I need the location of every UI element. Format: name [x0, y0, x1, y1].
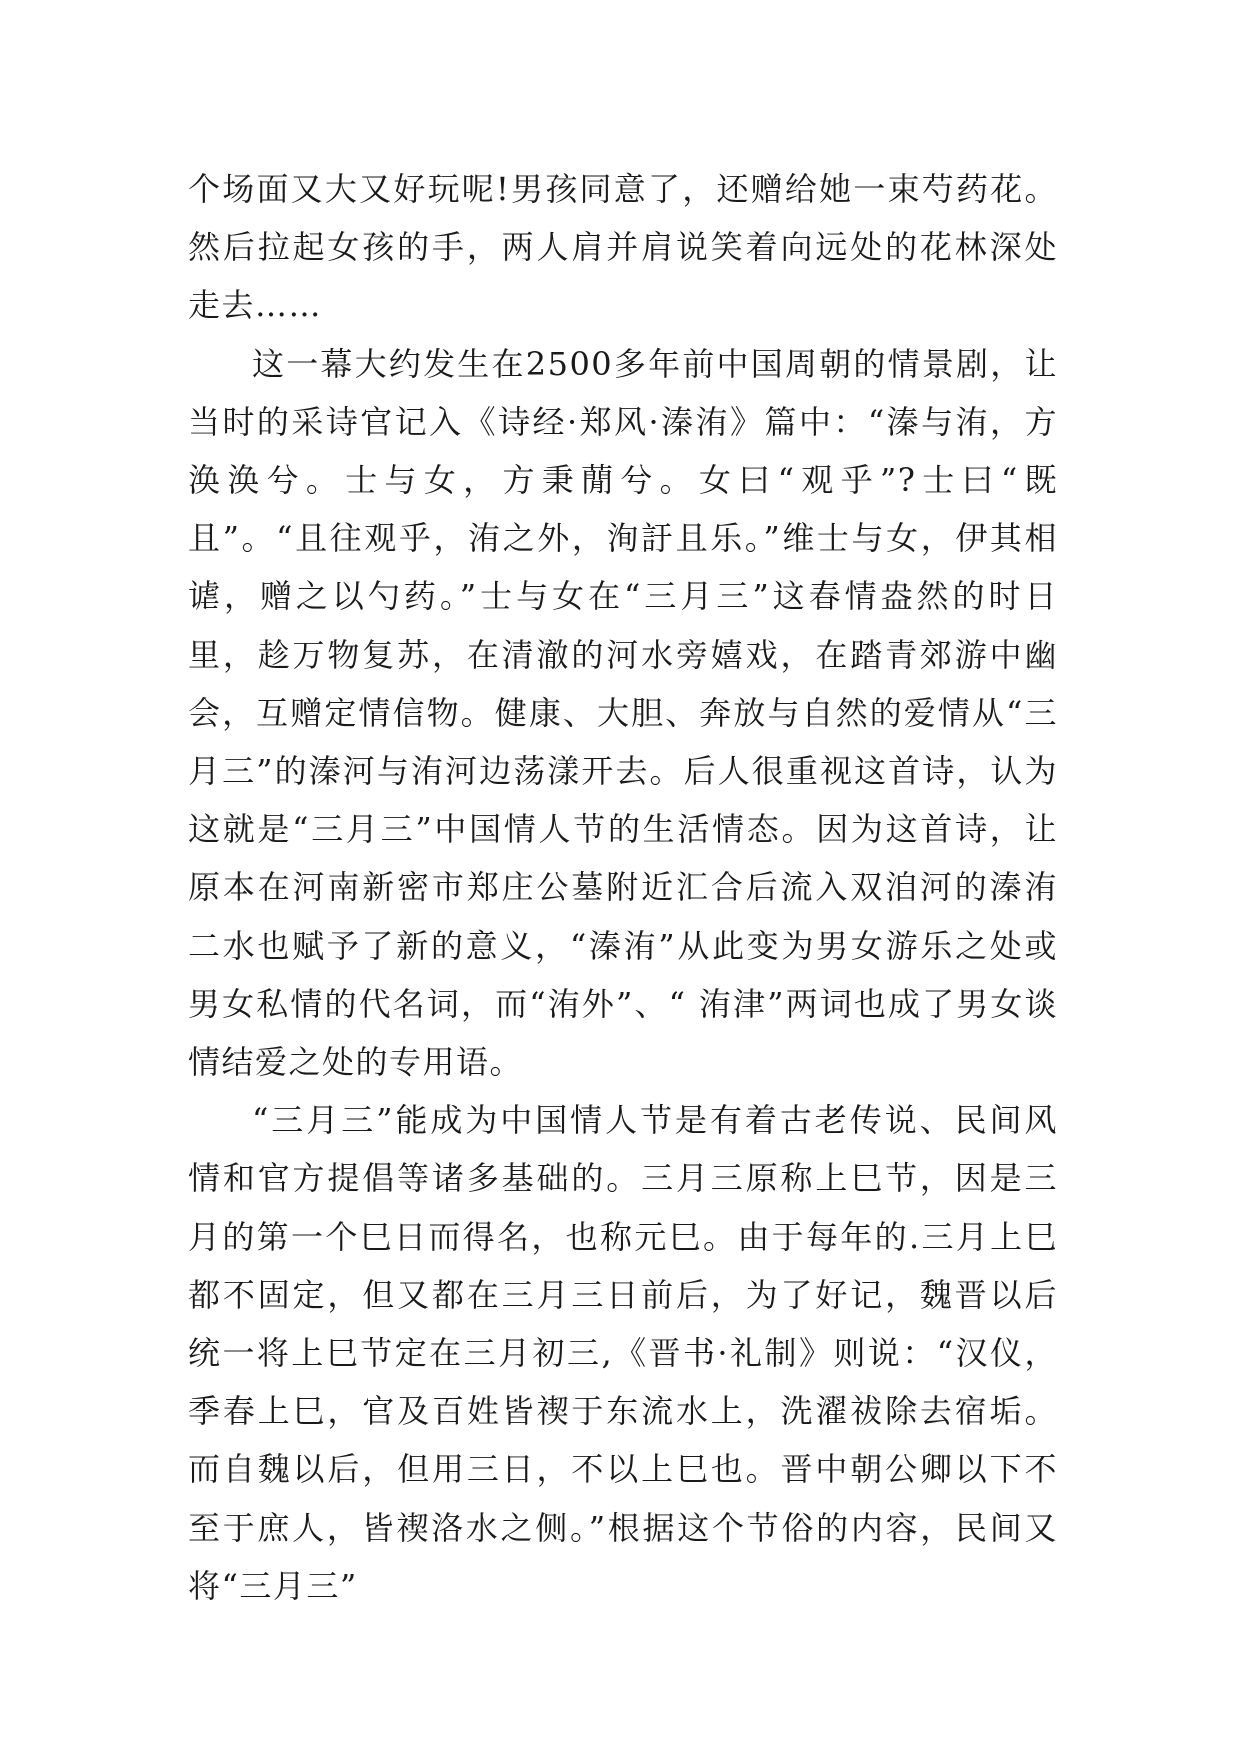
paragraph-2: 这一幕大约发生在2500多年前中国周朝的情景剧，让当时的采诗官记入《诗经·郑风·溱洧》篇中：“溱与洧，方涣涣兮。士与女，方秉蕑兮。女曰“观乎”?士曰“既且”。“且往观乎，洧之外，洵訏且乐。”维士与女，伊其相谑，赠之以勺药。”士与女在“三月三”这春情盎然的时日里，趁万物复苏，在清澈的河水旁嬉戏，在踏青郊游中幽会，互赠定情信物。健康、大胆、奔放与自然的爱情从“三月三”的溱河与洧河边荡漾开去。后人很重视这首诗，认为这就是“三月三”中国情人节的生活情态。因为这首诗，让原本在河南新密市郑庄公墓附近汇合后流入双洎河的溱洧二水也赋予了新的意义，“溱洧”从此变为男女游乐之处或男女私情的代名词，而“洧外”、“ 洧津”两词也成了男女谈情结爱之处的专用语。: [188, 344, 1058, 1082]
paragraph-1: 个场面又大又好玩呢!男孩同意了，还赠给她一束芍药花。然后拉起女孩的手，两人肩并肩说笑着向远处的花林深处走去……: [188, 170, 1058, 325]
body-text: [188, 160, 1058, 1615]
paragraph-3: “三月三”能成为中国情人节是有着古老传说、民间风情和官方提倡等诸多基础的。三月三原称上巳节，因是三月的第一个巳日而得名，也称元巳。由于每年的.三月上巳都不固定，但又都在三月三日前后，为了好记，魏晋以后统一将上巳节定在三月初三,《晋书·礼制》则说：“汉仪，季春上巳，官及百姓皆禊于东流水上，洗濯祓除去宿垢。而自魏以后，但用三日，不以上巳也。晋中朝公卿以下不至于庶人，皆禊洛水之侧。”根据这个节俗的内容，民间又将“三月三”: [188, 1101, 1058, 1605]
